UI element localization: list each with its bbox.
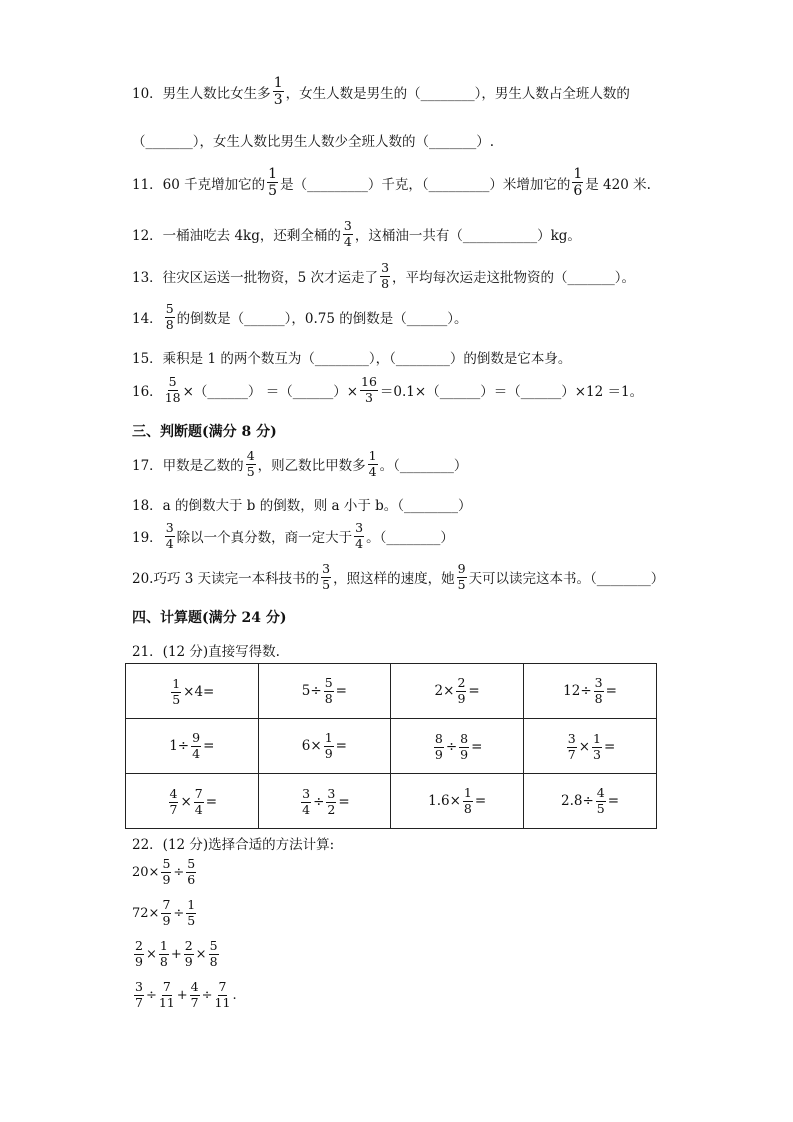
fraction: $\frac{16}{3}$ <box>361 374 377 405</box>
question-18 <box>132 494 472 514</box>
q11-text-a: 11．60 千克增加它的 <box>132 176 266 193</box>
fraction: $\frac{1}{6}$ <box>573 166 583 199</box>
q10-text-c: （_______），女生人数比男生人数少全班人数的（_______）. <box>132 134 495 150</box>
q13-text-b: ，平均每次运走这批物资的（_______）。 <box>392 270 636 286</box>
fraction: $\frac{4}{5}$ <box>246 448 255 479</box>
q19-text-b: 除以一个真分数，商一定大于 <box>176 530 353 546</box>
question-19 <box>132 522 454 550</box>
fraction: $\frac{1}{5}$ <box>268 166 278 199</box>
fraction: $\frac{5}{18}$ <box>164 374 181 405</box>
q14-text-b: 的倒数是（______），0.75 的倒数是（______）。 <box>176 311 468 327</box>
q20-text-b: ，照这样的速度，她 <box>333 571 455 587</box>
fraction: $\frac{5}{8}$ <box>165 301 174 332</box>
q12-text-b: ，这桶油一共有（___________）kg。 <box>354 228 581 244</box>
table-cell: $\frac{4}{7}$ × $\frac{7}{4}$ = <box>126 774 259 829</box>
table-cell: 1.6× $\frac{1}{8}$ = <box>391 774 524 829</box>
fraction: $\frac{3}{4}$ <box>355 520 364 551</box>
table-row <box>126 664 657 719</box>
fraction: $\frac{3}{8}$ <box>381 260 390 291</box>
question-10-line-2 <box>132 130 494 150</box>
question-16 <box>132 376 643 404</box>
question-20 <box>132 563 664 591</box>
expression-2: 72× $\frac{7}{9}$ ÷ $\frac{1}{5}$ <box>132 897 196 928</box>
q17-text-a: 17．甲数是乙数的 <box>132 458 244 474</box>
question-10-line-1 <box>132 76 630 107</box>
table-cell: $\frac{8}{9}$ ÷ $\frac{8}{9}$ = <box>391 719 524 774</box>
q16-text-c: ＝0.1×（______）＝（______）×12 ＝1。 <box>379 384 644 400</box>
table-cell: 6× $\frac{1}{9}$ = <box>258 719 391 774</box>
table-row <box>126 719 657 774</box>
q17-text-b: ，则乙数比甲数多 <box>257 458 366 474</box>
q10-text-a: 10．男生人数比女生多 <box>132 85 271 102</box>
table-cell: 5÷ $\frac{5}{8}$ = <box>258 664 391 719</box>
fraction: $\frac{9}{5}$ <box>457 561 466 592</box>
table-cell: $\frac{1}{5}$ ×4= <box>126 664 259 719</box>
q21-text: 21．(12 分)直接写得数. <box>132 644 280 660</box>
question-12 <box>132 220 581 248</box>
q10-text-b: ，女生人数是男生的（________），男生人数占全班人数的 <box>285 85 630 102</box>
expression-4: $\frac{3}{7}$ ÷ $\frac{7}{11}$ + $\frac{4}{7}$ ÷ $\frac{7}{11}$ . <box>135 979 237 1010</box>
q13-text-a: 13．往灾区运送一批物资，5 次才运走了 <box>132 270 379 286</box>
question-14 <box>132 303 468 331</box>
question-22 <box>132 833 334 853</box>
q15-text-a: 15．乘积是 1 的两个数互为（________），（________）的倒数是它本身。 <box>132 351 572 367</box>
section-3-heading: 三、判断题(满分 8 分) <box>132 424 277 440</box>
fraction: $\frac{3}{5}$ <box>322 561 331 592</box>
question-17 <box>132 450 467 478</box>
fraction: $\frac{3}{4}$ <box>343 218 352 249</box>
fraction: $\frac{1}{3}$ <box>273 75 283 108</box>
expression-3: $\frac{2}{9}$ × $\frac{1}{8}$ + $\frac{2}{9}$ × $\frac{5}{8}$ <box>135 938 218 969</box>
q11-text-c: 是 420 米. <box>585 176 651 193</box>
table-cell: 1÷ $\frac{9}{4}$ = <box>126 719 259 774</box>
q20-text-a: 20.巧巧 3 天读完一本科技书的 <box>132 571 320 587</box>
q19-text-c: 。（________） <box>366 530 454 546</box>
expression-1: 20× $\frac{5}{9}$ ÷ $\frac{5}{6}$ <box>132 856 196 887</box>
q14-text-a: 14． <box>132 311 163 327</box>
q19-text-a: 19． <box>132 530 163 546</box>
q18-text-a: 18．a 的倒数大于 b 的倒数，则 a 小于 b。（________） <box>132 498 472 514</box>
q17-text-c: 。（________） <box>379 458 468 474</box>
table-cell: 2× $\frac{2}{9}$ = <box>391 664 524 719</box>
table-cell: $\frac{3}{4}$ ÷ $\frac{3}{2}$ = <box>258 774 391 829</box>
q16-text-a: 16． <box>132 384 163 400</box>
table-cell: 2.8÷ $\frac{4}{5}$ = <box>524 774 657 829</box>
fraction: $\frac{3}{4}$ <box>165 520 174 551</box>
table-cell: $\frac{3}{7}$ × $\frac{1}{3}$ = <box>524 719 657 774</box>
calculation-table <box>125 663 657 829</box>
section-4-heading: 四、计算题(满分 24 分) <box>132 610 287 626</box>
question-13 <box>132 262 635 290</box>
question-15 <box>132 347 571 367</box>
question-21 <box>132 640 280 660</box>
q22-text: 22．(12 分)选择合适的方法计算: <box>132 837 335 853</box>
q20-text-c: 天可以读完这本书。（________） <box>468 571 665 587</box>
q16-text-b: ×（______） ＝（______）× <box>182 384 359 400</box>
table-row <box>126 774 657 829</box>
question-11 <box>132 167 651 198</box>
q11-text-b: 是（_________）千克，（_________）米增加它的 <box>280 176 571 193</box>
table-cell: 12÷ $\frac{3}{8}$ = <box>524 664 657 719</box>
q12-text-a: 12．一桶油吃去 4kg，还剩全桶的 <box>132 228 341 244</box>
fraction: $\frac{1}{4}$ <box>368 448 377 479</box>
